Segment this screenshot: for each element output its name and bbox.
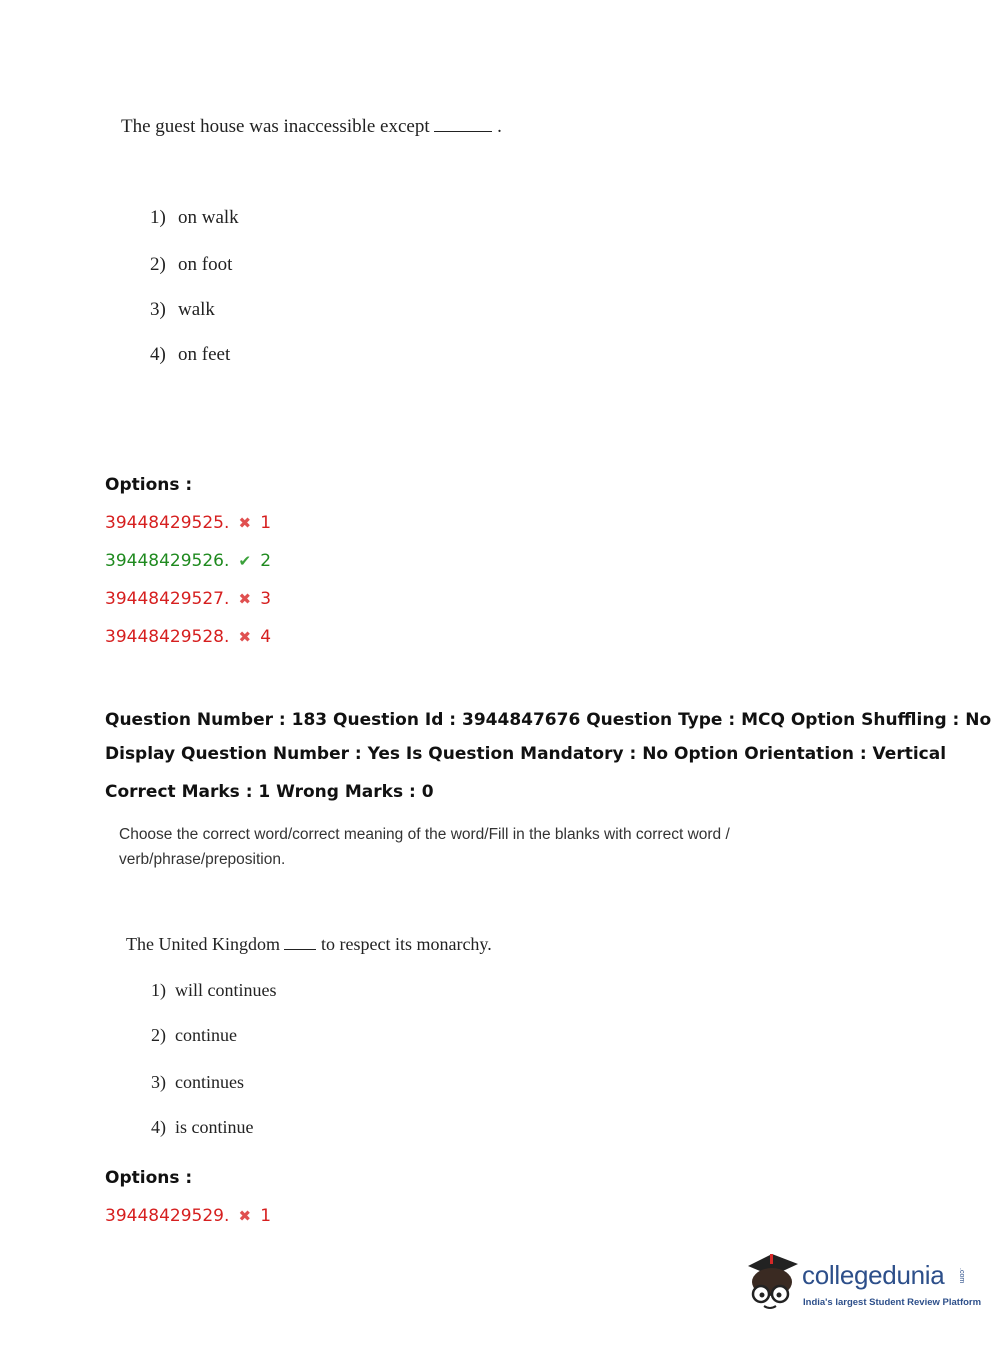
cross-icon: ✖ [238,1207,252,1225]
question-2-option-2 [151,1025,237,1046]
logo-tagline: India's largest Student Review Platform [803,1297,982,1308]
answer-option-row [105,1206,271,1226]
answer-id: 39448429527. [105,589,230,609]
options-label: Options : [105,1168,193,1188]
option-text: continue [175,1025,237,1045]
answer-blank [284,949,316,950]
answer-id: 39448429529. [105,1206,230,1226]
question-2-stem [126,934,492,955]
collegedunia-logo [742,1248,982,1316]
option-text: on walk [178,207,239,228]
answer-value: 1 [260,1206,272,1226]
question-2-option-4 [151,1117,254,1138]
question-2-stem-after: to respect its monarchy. [320,934,492,954]
question-2-option-3 [151,1072,244,1093]
option-text: on foot [178,254,233,275]
question-1-stem-text: The guest house was inaccessible except [121,116,430,137]
cross-icon: ✖ [238,514,252,532]
question-1-option-4 [150,344,230,366]
answer-id: 39448429528. [105,627,230,647]
mascot-icon [742,1248,802,1316]
option-text: on feet [178,344,231,365]
option-text: continues [175,1072,244,1092]
option-number: 4) [150,344,166,365]
question-meta-line-2: Display Question Number : Yes Is Question Mandatory : No Option Orientation : Vertical [105,744,947,764]
answer-id: 39448429526. [105,551,230,571]
question-2-option-1 [151,980,277,1001]
option-text: walk [178,299,215,320]
answer-option-row [105,589,271,609]
question-1-stem [121,116,502,138]
answer-blank [434,131,492,132]
answer-option-row [105,627,271,647]
answer-option-row [105,513,271,533]
answer-value: 2 [260,551,272,571]
question-meta-line-1: Question Number : 183 Question Id : 3944847676 Question Type : MCQ Option Shuffling : No [105,710,992,730]
question-1-option-2 [150,254,232,276]
question-1-option-1 [150,207,239,229]
option-number: 2) [151,1025,166,1045]
option-number: 4) [151,1117,166,1137]
option-number: 1) [150,207,166,228]
answer-value: 4 [260,627,272,647]
option-number: 3) [151,1072,166,1092]
option-number: 2) [150,254,166,275]
option-number: 3) [150,299,166,320]
cross-icon: ✖ [238,590,252,608]
question-2-stem-before: The United Kingdom [126,934,280,954]
question-meta-line-3: Correct Marks : 1 Wrong Marks : 0 [105,782,434,802]
logo-suffix: .com [958,1268,965,1284]
option-number: 1) [151,980,166,1000]
option-text: is continue [175,1117,254,1137]
question-1-option-3 [150,299,215,321]
check-icon: ✔ [238,552,252,570]
options-label: Options : [105,475,193,495]
cross-icon: ✖ [238,628,252,646]
option-text: will continues [175,980,277,1000]
answer-value: 1 [260,513,272,533]
question-instruction: Choose the correct word/correct meaning of the word/Fill in the blanks with correct word / verb/phrase/preposition. [119,826,730,868]
answer-id: 39448429525. [105,513,230,533]
answer-value: 3 [260,589,272,609]
question-1-stem-tail: . [497,116,502,137]
logo-wordmark: collegedunia [802,1260,945,1290]
answer-option-row-correct [105,551,271,571]
